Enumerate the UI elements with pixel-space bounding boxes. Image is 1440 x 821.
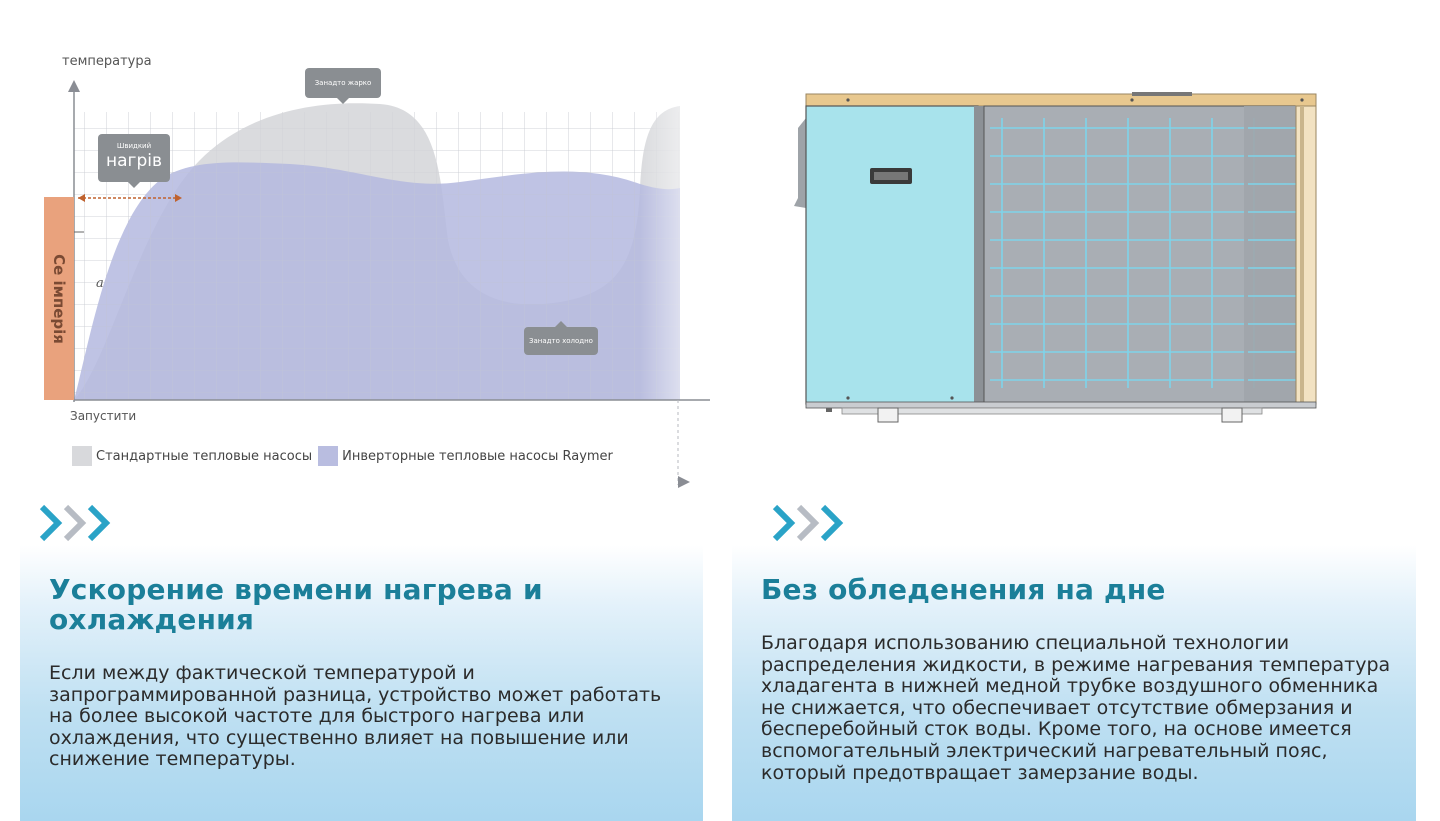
- legend-swatch-inverter: [318, 446, 338, 466]
- feature-body-anti-freeze: Благодаря использованию специальной технологии распределения жидкости, в режиме нагревания температура хладагента в нижней медной трубке воздушного обменника не снижается, что обеспечивает отсутствие обмерзания и бесперебойный сток воды. Кроме того, на основе имеется вспомогательный электрический нагревательный пояс, который предотвращает замерзание воды.: [761, 632, 1391, 784]
- chart-legend: [72, 446, 613, 466]
- y-axis-arrow-icon: [68, 80, 80, 92]
- x-axis-arrow-icon: [678, 476, 690, 488]
- legend-swatch-standard: [72, 446, 92, 466]
- legend-label-inverter: Инверторные тепловые насосы Raymer: [342, 448, 613, 464]
- legend-label-standard: Стандартные тепловые насосы: [96, 448, 313, 464]
- fast-heating-small-label: Швидкий: [116, 142, 152, 150]
- fast-heating-callout: [98, 134, 170, 182]
- chevrons-left-icon: [38, 503, 118, 543]
- too-hot-callout: Занадто жарко: [305, 68, 381, 98]
- temperature-chart: [40, 40, 720, 500]
- feature-card-anti-freeze: [732, 545, 1416, 821]
- setpoint-band: [44, 197, 74, 400]
- feature-card-heating: [20, 545, 703, 821]
- chevrons-right-icon: [771, 503, 851, 543]
- y-axis-label: температура: [62, 54, 152, 69]
- feature-title-anti-freeze: Без обледенения на дне: [761, 573, 1166, 606]
- heat-pump-unit-image: [792, 88, 1322, 424]
- chart-svg: [40, 40, 720, 500]
- small-letter: а: [96, 276, 104, 291]
- feature-body-heating: Если между фактической температурой и запрограммированной разница, устройство может работать на более высокой частоте для быстрого нагрева или охлаждения, что существенно влияет на повышение или снижение температуры.: [49, 662, 662, 771]
- feature-title-heating: Ускорение времени нагрева и охлаждения: [49, 573, 543, 636]
- fast-heating-big-label: нагрів: [106, 151, 162, 171]
- too-cold-callout: Занадто холодно: [524, 327, 598, 355]
- heat-pump-drawing: [792, 88, 1322, 424]
- chart-fade: [640, 100, 720, 420]
- x-axis-label: Запустити: [70, 409, 137, 423]
- setpoint-band-label: Се імперія: [50, 253, 68, 344]
